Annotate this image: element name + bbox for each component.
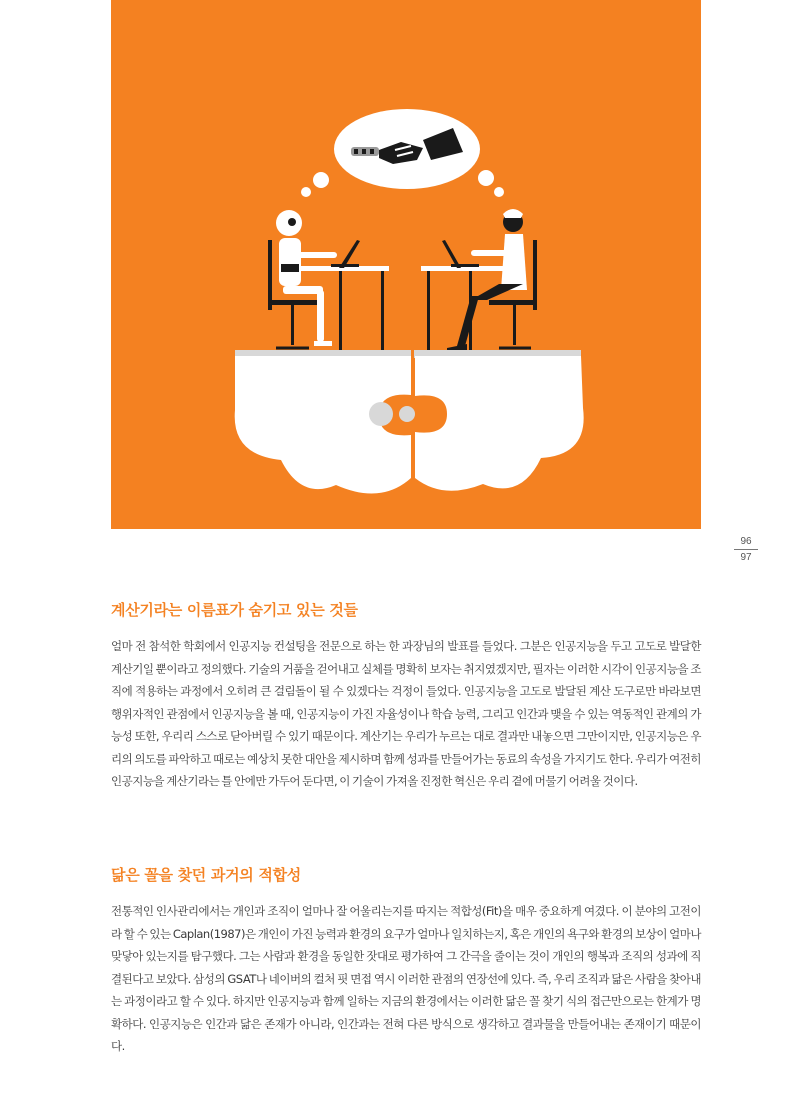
page-numbers	[726, 535, 766, 564]
section-calculator	[111, 600, 701, 793]
section-fit	[111, 865, 701, 1058]
section-title: 계산기라는 이름표가 숨기고 있는 것들	[111, 601, 358, 619]
page-number-current: 96	[740, 536, 752, 547]
page-number-next: 97	[740, 552, 752, 563]
page-number-divider	[734, 549, 758, 550]
section-body: 얼마 전 참석한 학회에서 인공지능 컨설팅을 전문으로 하는 한 과장님의 발표를 들었다. 그분은 인공지능을 두고 고도로 발달한 계산기일 뿐이라고 정의했다. 기술의 거품을 걷어내고 실체를 명확히 보자는 취지였겠지만, 필자는 이러한 시각이 인공지능을 조직에 적용하는 과정에서 오히려 큰 걸림돌이 될 수 있겠다는 걱정이 들었다. 인공지능을 고도로 발달된 계산 도구로만 바라보면 행위자적인 관점에서 인공지능을 볼 때, 인공지능이 가진 자율성이나 학습 능력, 그리고 인간과 맺을 수 있는 역동적인 관계의 가능성 또한, 우리리 스스로 닫아버릴 수 있기 때문이다. 계산기는 우리가 누르는 대로 결과만 내놓으면 그만이지만, 인공지능은 우리의 의도를 파악하고 때로는 예상치 못한 대안을 제시하며 함께 성과를 만들어가는 동료의 속성을 가지기도 한다. 우리가 여전히 인공지능을 계산기라는 틀 안에만 가두어 둔다면, 이 기술이 가져올 진정한 혁신은 우리 곁에 머물기 어려울 것이다.	[111, 639, 701, 788]
hero-illustration	[111, 0, 701, 529]
section-title: 닮은 꼴을 찾던 과거의 적합성	[111, 866, 301, 884]
section-body: 전통적인 인사관리에서는 개인과 조직이 얼마나 잘 어울리는지를 따지는 적합성(Fit)을 매우 중요하게 여겼다. 이 분야의 고전이라 할 수 있는 Caplan(1987)은 개인이 가진 능력과 환경의 요구가 얼마나 일치하는지, 혹은 개인의 욕구와 환경의 보상이 얼마나 맞닿아 있는지를 탐구했다. 그는 사람과 환경을 동일한 잣대로 평가하여 그 간극을 줄이는 것이 개인의 행복과 조직의 성과에 직결된다고 보았다. 삼성의 GSAT나 네이버의 컬처 핏 면접 역시 이러한 관점의 연장선에 있다. 즉, 우리 조직과 닮은 사람을 찾아내는 과정이라고 할 수 있다. 하지만 인공지능과 함께 일하는 지금의 환경에서는 이러한 닮은 꼴 찾기 식의 접근만으로는 한계가 명확하다. 인공지능은 인간과 닮은 존재가 아니라, 인간과는 전혀 다른 방식으로 생각하고 결과물을 만들어내는 존재이기 때문이다.	[111, 904, 701, 1053]
